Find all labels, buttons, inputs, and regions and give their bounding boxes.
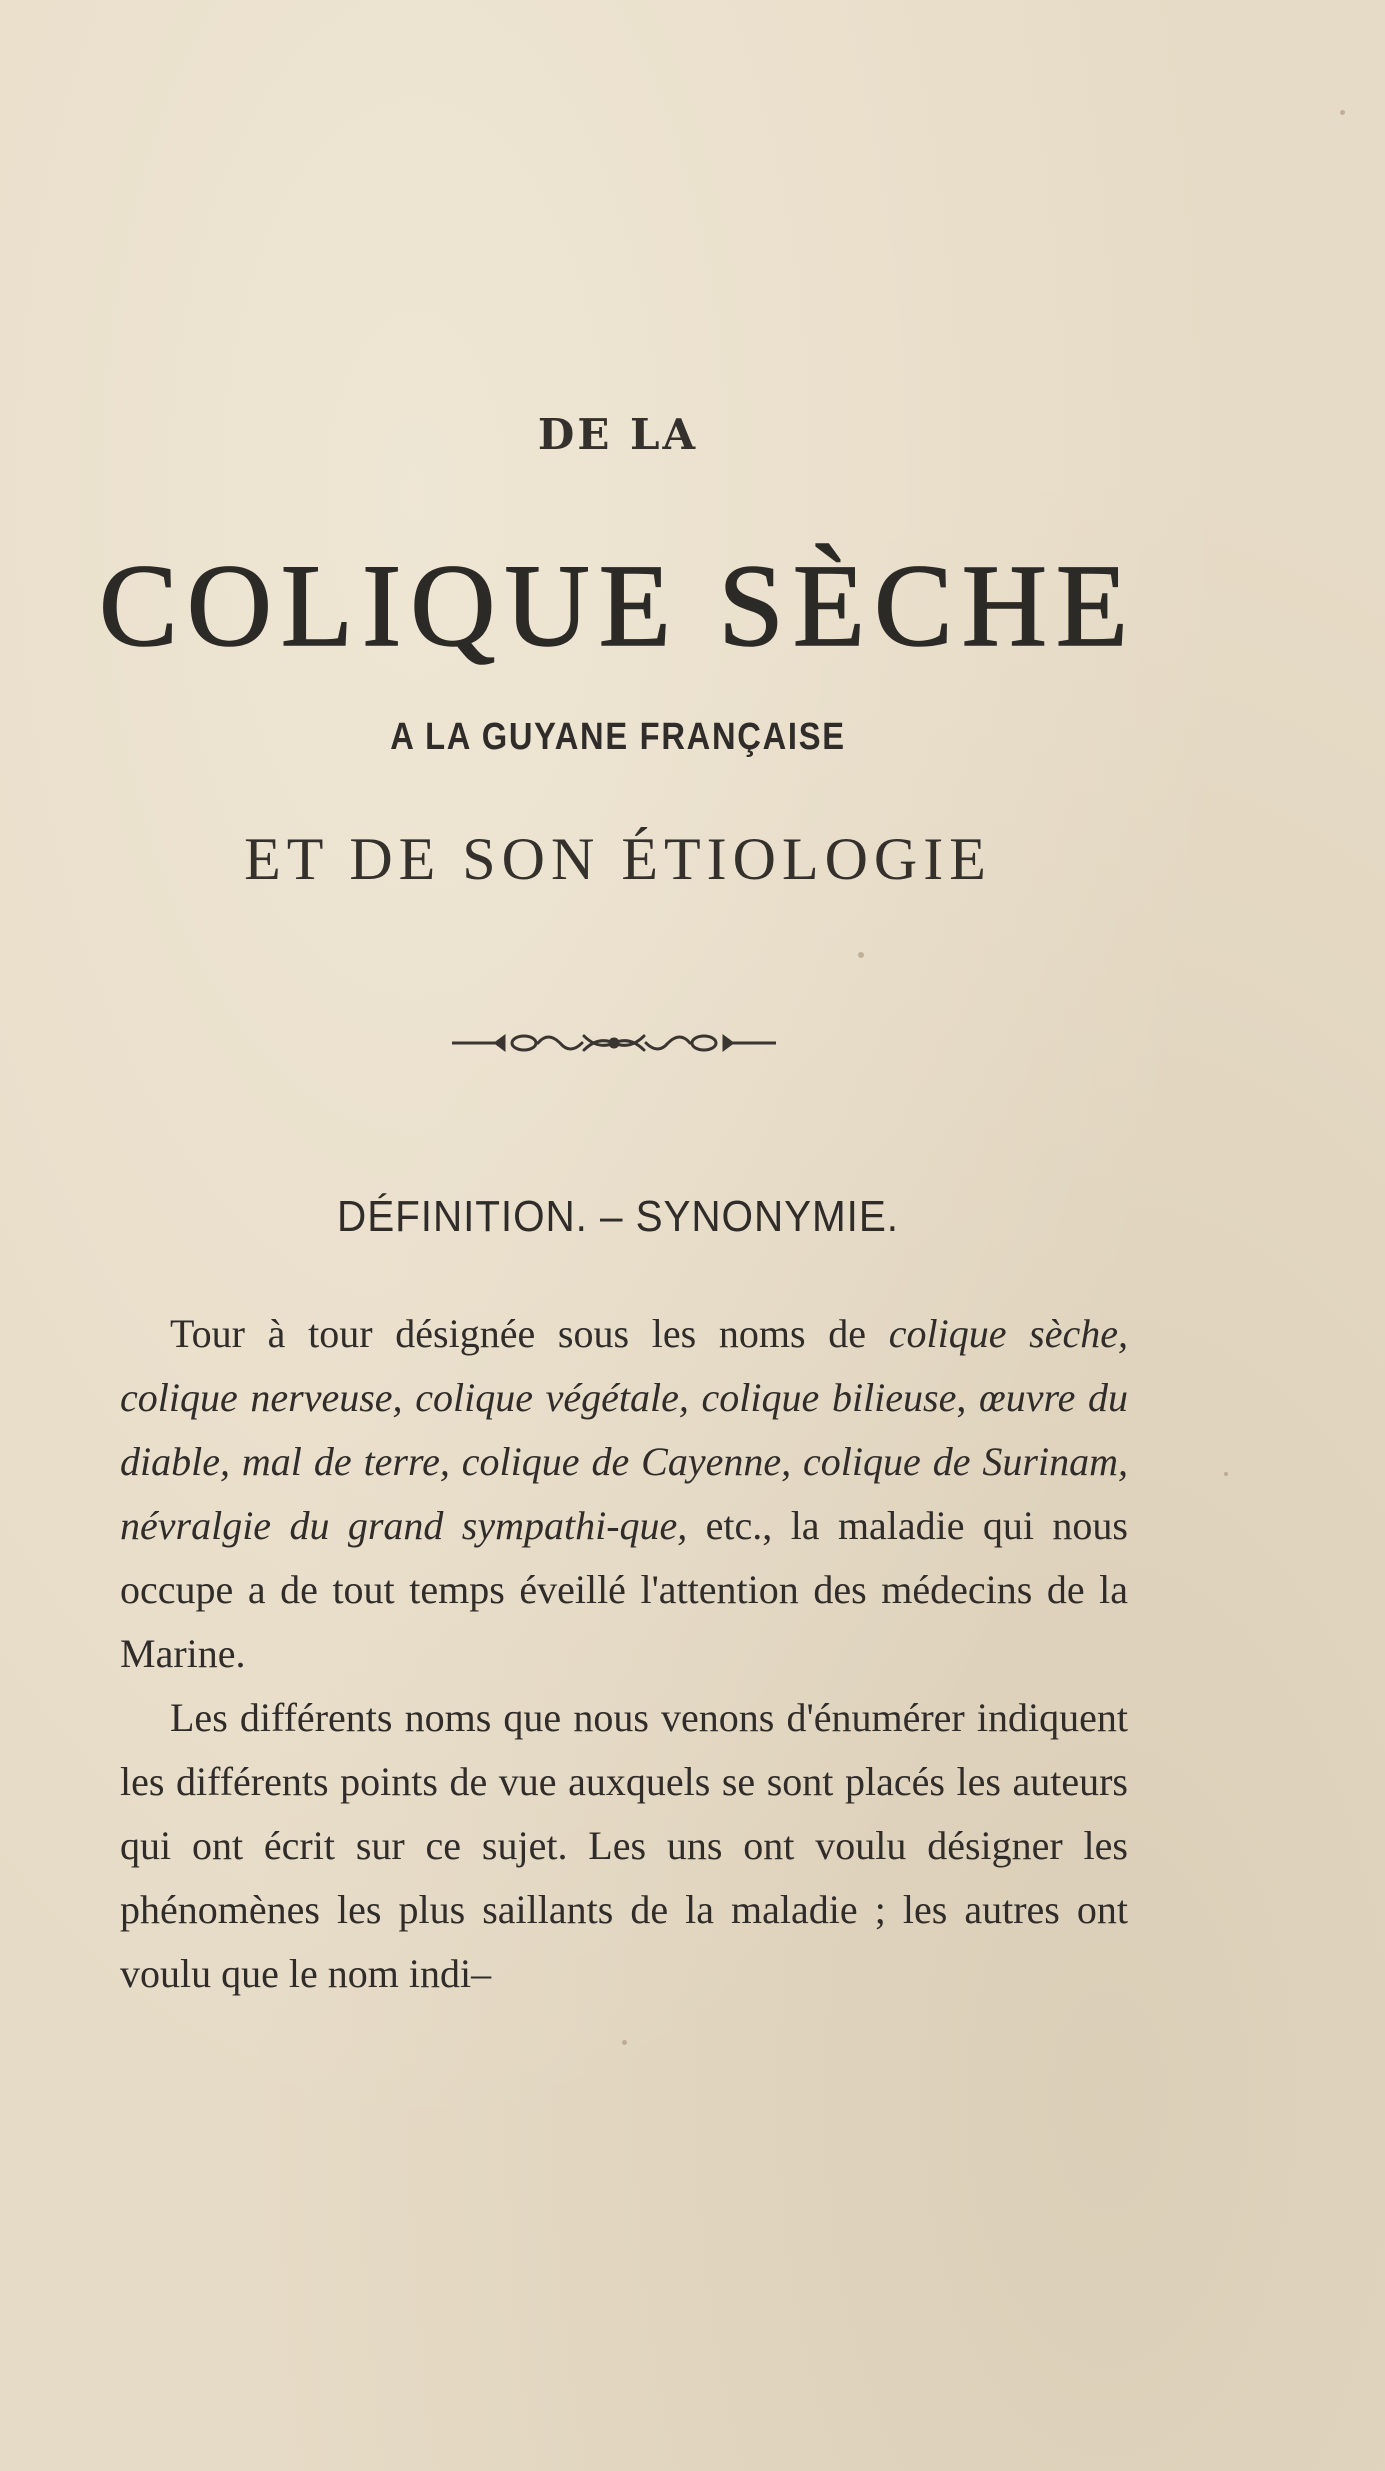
pretitle: DE LA (537, 410, 699, 459)
paper-speck (622, 2040, 627, 2045)
paper-speck (1340, 110, 1345, 115)
paper-speck (1224, 1472, 1228, 1476)
text-segment-italic: colique sèche, colique nerveuse, colique végétale, colique bilieuse (120, 1311, 1129, 1420)
paper-speck (858, 952, 864, 958)
text-segment: Les différents noms que nous venons d'énumérer indiquent les différents points de vue auxquels se sont placés les auteurs qui ont écrit sur ce sujet. Les uns ont voulu désigner les phénomènes les plus saillants de la maladie ; les autres ont voulu que le nom indi– (120, 1695, 1128, 1996)
text-segment: , (956, 1375, 980, 1420)
text-segment-italic: œuvre du diable, mal de terre, colique de Cayenne, colique de Surinam, névralgie du grand sympathi-que, (120, 1375, 1128, 1548)
section-heading: DÉFINITION. – SYNONYMIE. (337, 1192, 899, 1241)
body-text (120, 1302, 1128, 2006)
paragraph-2 (120, 1686, 1128, 2006)
subtitle-etiology: ET DE SON ÉTIOLOGIE (244, 826, 992, 892)
paragraph-1 (120, 1302, 1128, 1686)
text-segment: etc., la maladie qui nous occupe a de tout temps éveillé l'attention des médecins de la Marine. (120, 1503, 1128, 1676)
page-title: COLIQUE SÈCHE (98, 540, 1137, 671)
subtitle: A LA GUYANE FRANÇAISE (390, 716, 846, 758)
decorative-rule-icon (452, 1028, 776, 1058)
text-segment: Tour à tour désignée sous les noms de (170, 1311, 889, 1356)
